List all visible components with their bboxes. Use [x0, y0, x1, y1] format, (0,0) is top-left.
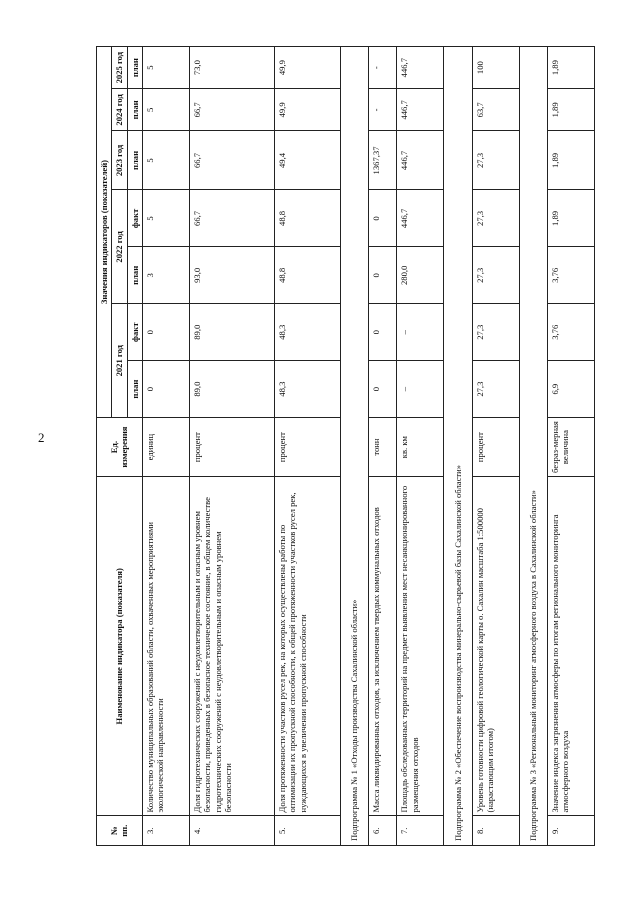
value-cell: 100 — [472, 47, 519, 89]
subprogram-title: Подпрограмма № 2 «Обеспечение воспроизводства минерально-сырьевой базы Сахалинской области» — [444, 47, 472, 846]
unit-cell: процент — [190, 418, 275, 477]
value-cell: 6,9 — [547, 361, 594, 418]
plan-header: план — [127, 89, 142, 131]
subprogram-row — [444, 47, 472, 846]
subprogram-title: Подпрограмма № 3 «Региональный мониторинг атмосферного воздуха в Сахалинской области» — [519, 47, 547, 846]
value-cell: 49,9 — [275, 89, 341, 131]
year-2023-header: 2023 год — [112, 131, 127, 190]
year-2022-header: 2022 год — [112, 190, 127, 304]
value-cell: 1367,37 — [369, 131, 397, 190]
col-name-header: Наименование индикатора (показателя) — [97, 477, 143, 816]
value-cell: 1,89 — [547, 89, 594, 131]
indicator-name: Масса ликвидированных отходов, за исключением твердых коммунальных отходов — [369, 477, 397, 816]
plan-header: план — [127, 131, 142, 190]
indicator-name: Количество муниципальных образований области, охваченных мероприятиями экологической направленности — [142, 477, 189, 816]
year-2025-header: 2025 год — [112, 47, 127, 89]
values-header: Значения индикаторов (показателей) — [97, 47, 112, 418]
table-row — [142, 47, 189, 846]
value-cell: – — [397, 361, 444, 418]
year-2021-header: 2021 год — [112, 304, 127, 418]
row-number: 6. — [369, 816, 397, 846]
plan-header: план — [127, 247, 142, 304]
value-cell: 63,7 — [472, 89, 519, 131]
value-cell: 48,3 — [275, 304, 341, 361]
fact-header: факт — [127, 304, 142, 361]
table-row — [472, 47, 519, 846]
value-cell: 27,3 — [472, 190, 519, 247]
value-cell: 27,3 — [472, 304, 519, 361]
value-cell: 48,3 — [275, 361, 341, 418]
value-cell: 93,0 — [190, 247, 275, 304]
table-row — [190, 47, 275, 846]
col-unit-header: Ед. измерения — [97, 418, 143, 477]
indicator-name: Уровень готовности цифровой геологической карты о. Сахалин масштаба 1:500000 (нарастающим итогом) — [472, 477, 519, 816]
value-cell: 446,7 — [397, 47, 444, 89]
table-row — [275, 47, 341, 846]
row-number: 4. — [190, 816, 275, 846]
row-number: 5. — [275, 816, 341, 846]
value-cell: 0 — [142, 361, 189, 418]
fact-header: факт — [127, 190, 142, 247]
unit-cell: кв. км — [397, 418, 444, 477]
value-cell: 66,7 — [190, 131, 275, 190]
value-cell: - — [369, 47, 397, 89]
subprogram-row — [519, 47, 547, 846]
table-row — [369, 47, 397, 846]
value-cell: 3,76 — [547, 247, 594, 304]
value-cell: 27,3 — [472, 361, 519, 418]
value-cell: 280,0 — [397, 247, 444, 304]
header-row-1 — [97, 47, 112, 846]
subprogram-title: Подпрограмма № 1 «Отходы производства Сахалинской области» — [341, 47, 369, 846]
indicator-name: Доля протяженности участков русел рек, на которых осуществлены работы по оптимизации их пропускной способности, к общей протяженности участков русел рек, нуждающихся в увеличении пропускной способности — [275, 477, 341, 816]
value-cell: 446,7 — [397, 89, 444, 131]
value-cell: 66,7 — [190, 89, 275, 131]
unit-cell: тонн — [369, 418, 397, 477]
value-cell: 3,76 — [547, 304, 594, 361]
value-cell: - — [369, 89, 397, 131]
value-cell: 73,0 — [190, 47, 275, 89]
value-cell: 1,89 — [547, 131, 594, 190]
value-cell: 27,3 — [472, 247, 519, 304]
table-row — [397, 47, 444, 846]
indicator-table-page — [96, 46, 595, 846]
unit-cell: процент — [472, 418, 519, 477]
value-cell: 0 — [369, 247, 397, 304]
value-cell: 49,4 — [275, 131, 341, 190]
value-cell: 48,8 — [275, 247, 341, 304]
value-cell: 89,0 — [190, 361, 275, 418]
unit-cell: единиц — [142, 418, 189, 477]
indicator-name: Площадь обследованных территорий на предмет выявления мест несанкционированного размещения отходов — [397, 477, 444, 816]
row-number: 8. — [472, 816, 519, 846]
indicator-table — [96, 46, 595, 846]
value-cell: 0 — [369, 361, 397, 418]
value-cell: 446,7 — [397, 131, 444, 190]
plan-header: план — [127, 361, 142, 418]
value-cell: 0 — [142, 304, 189, 361]
value-cell: 5 — [142, 131, 189, 190]
indicator-name: Доля гидротехнических сооружений с неудовлетворительным и опасным уровнем безопасности, приведенных в безопасное техническое состояние, в общем количестве гидротехнических сооружений с неудовлетворительным и опасным уровнем безопасности — [190, 477, 275, 816]
unit-cell: безраз-мерная величина — [547, 418, 594, 477]
plan-header: план — [127, 47, 142, 89]
value-cell: 1,89 — [547, 47, 594, 89]
value-cell: 0 — [369, 304, 397, 361]
subprogram-row — [341, 47, 369, 846]
value-cell: 49,9 — [275, 47, 341, 89]
value-cell: 1,89 — [547, 190, 594, 247]
value-cell: – — [397, 304, 444, 361]
row-number: 3. — [142, 816, 189, 846]
value-cell: 0 — [369, 190, 397, 247]
value-cell: 3 — [142, 247, 189, 304]
page-number: 2 — [38, 430, 45, 445]
table-row — [547, 47, 594, 846]
value-cell: 5 — [142, 89, 189, 131]
year-2024-header: 2024 год — [112, 89, 127, 131]
value-cell: 48,8 — [275, 190, 341, 247]
indicator-name: Значение индекса загрязнения атмосферы по итогам регионального мониторинга атмосферного воздуха — [547, 477, 594, 816]
value-cell: 5 — [142, 190, 189, 247]
row-number: 7. — [397, 816, 444, 846]
value-cell: 5 — [142, 47, 189, 89]
value-cell: 66,7 — [190, 190, 275, 247]
unit-cell: процент — [275, 418, 341, 477]
row-number: 9. — [547, 816, 594, 846]
col-num-header: № пп. — [97, 816, 143, 846]
value-cell: 89,0 — [190, 304, 275, 361]
value-cell: 27,3 — [472, 131, 519, 190]
value-cell: 446,7 — [397, 190, 444, 247]
